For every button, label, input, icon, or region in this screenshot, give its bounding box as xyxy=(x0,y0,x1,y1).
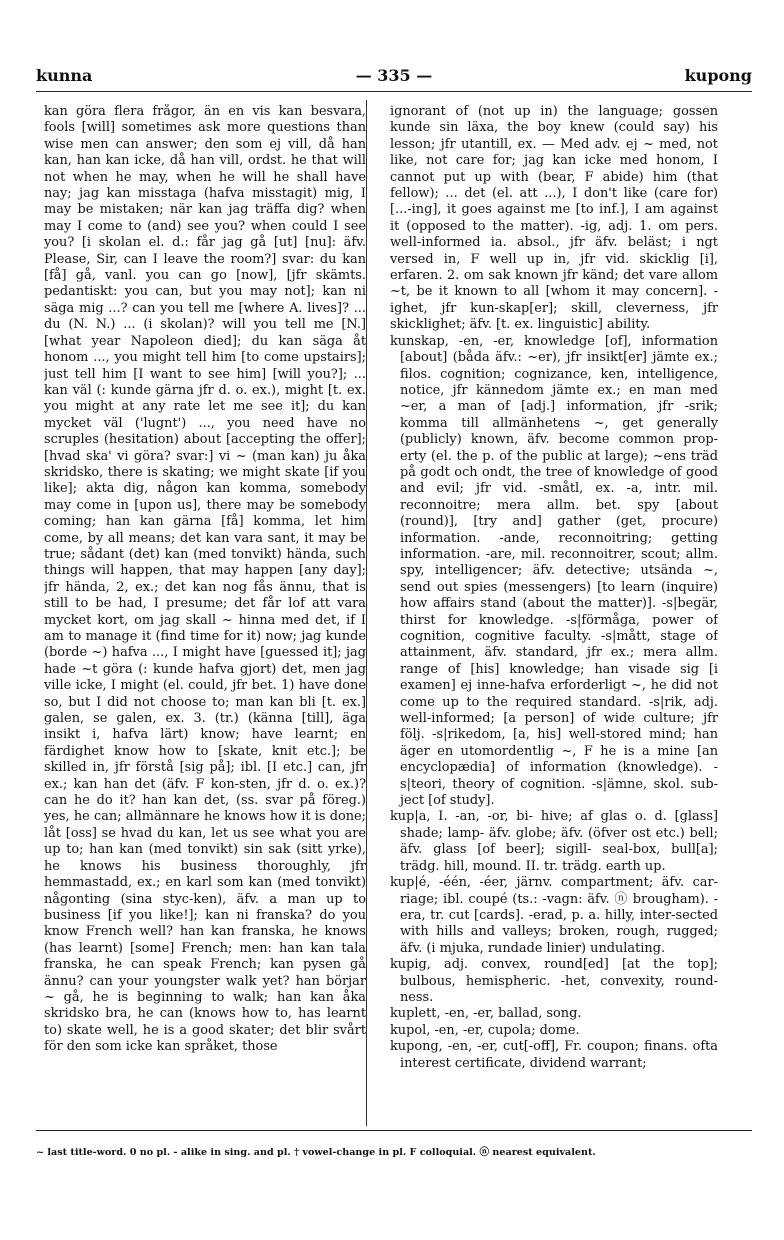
entry-kunnig-continuation: ignorant of (not up in) the language; gossen kunde sin läxa, the boy knew (could say) his lesson; jfr utantill, ex. — Med adv. ej ~ med, not like, not care for; jag kan icke med honom, I cannot put up with (bear, F abide) him (that fellow); ... det (el. att ...), I don't like (care for) [...-ing], it goes against me [to inf.], I am against it (opposed to the matter). -ig, adj. 1. om pers. well-informed ia. absol., jfr äfv. beläst; i ngt versed in, F well up in, jfr vid. skicklig [i], erfaren. 2. om sak known jfr känd; det vare allom ~t, be it known to all [whom it may concern]. -ighet, jfr kun-skap[er]; skill, cleverness, jfr skicklighet; äfv. [t. ex. linguistic] ability. xyxy=(390,104,718,333)
entry-kupig: kupig, adj. convex, round[ed] [at the top]; bulbous, hemispheric. -het, convexity, round-ness. xyxy=(390,957,718,1005)
footer-rule xyxy=(36,1130,752,1131)
page-number: — 335 — xyxy=(355,66,433,85)
entry-kuplett: kuplett, -en, -er, ballad, song. xyxy=(390,1006,582,1022)
entry-kupol: kupol, -en, -er, cupola; dome. xyxy=(390,1022,580,1038)
entry-kupa: kup|a, I. -an, -or, bi- hive; af glas o. d. [glass] shade; lamp- äfv. globe; äfv. (öfver ost etc.) bell; äfv. glass [of beer]; sigill- seal-box, bull[a]; trädg. hill, mound. II. tr. trädg. earth up. xyxy=(390,809,718,874)
right-column xyxy=(390,104,718,1124)
entry-kupong: kupong, -en, -er, cut[-off], Fr. coupon; finans. ofta interest certificate, dividend warrant; xyxy=(390,1039,718,1071)
column-divider xyxy=(366,100,367,1126)
header-left-guideword: kunna xyxy=(36,66,93,85)
entry-kupe: kup|é, -één, -éer, järnv. compartment; äfv. car-riage; ibl. coupé (ts.: -vagn: äfv. ⓝ brougham). -era, tr. cut [cards]. -erad, p. a. hilly, inter-sected with hills and valleys; broken, rough, rugged; äfv. (i mjuka, rundade linier) undulating. xyxy=(390,875,718,956)
entry-kunskap: kunskap, -en, -er, knowledge [of], information [about] (båda äfv.: ~er), jfr insikt[er] jämte ex.; filos. cognition; cognizance, ken, intelligence, notice, jfr kännedom jämte ex.; en man med ~er, a man of [adj.] information, jfr -srik; komma till allmänhetens ~, get generally (publicly) known, äfv. become common prop-erty (el. the p. of the public at large); ~ens träd på godt och ondt, the tree of knowledge of good and evil; jfr vid. -småtl, ex. -a, intr. mil. reconnoitre; mera allm. bet. spy [about (round)], [try and] gather (get, procure) information. -ande, reconnoitring; getting information. -are, mil. reconnoitrer, scout; allm. spy, intelligencer; äfv. detective; utsända ~, send out spies (messengers) [to learn (inquire) how affairs stand (about the matter)]. -s|begär, thirst for knowledge. -s|förmåga, power of cognition, cognitive faculty. -s|mått, stage of attainment, äfv. standard, jfr ex.; mera allm. range of [his] knowledge; han visade sig [i examen] ej inne-hafva erforderligt ~, he did not come up to the required standard. -s|rik, adj. well-informed; [a person] of wide culture; jfr följ. -s|rikedom, [a, his] well-stored mind; han äger en utomordentlig ~, F he is a mine [an encyclopædia] of information (knowledge). -s|teori, theory of cognition. -s|ämne, skol. sub-ject [of study]. xyxy=(390,333,718,809)
running-header xyxy=(36,66,752,90)
header-right-guideword: kupong xyxy=(684,66,752,85)
header-rule xyxy=(36,91,752,92)
abbreviation-key-footer: ~ last title-word. 0 no pl. - alike in sing. and pl. † vowel-change in pl. F colloquial. ⓝ nearest equivalent. xyxy=(36,1147,596,1158)
left-column xyxy=(44,104,366,1124)
left-column-text: kan göra flera frågor, än en vis kan besvara, fools [will] sometimes ask more questions than wise men can answer; den som ej vill, då han kan, han kan icke, då han vill, ordst. he that will not when he may, when he will he shall have nay; jag kan misstaga (hafva misstagit) mig, I may be mistaken; när kan jag träffa dig? when may I come to (and) see you? when could I see you? [i skolan el. d.: får jag gå [ut] [nu]: äfv. Please, Sir, can I leave the room?] svar: du kan [få] gå, vanl. you can go [now], [jfr skämts. pedantiskt: you can, but you may not]; kan ni säga mig ...? can you tell me [where A. lives]? ... du (N. N.) ... (i skolan)? will you tell me [N.] [what year Napoleon died]; du kan säga åt honom ..., you might tell him [to come upstairs]; just tell him [I want to see him] [will you?]; ... kan väl (: kunde gärna jfr d. o. ex.), might [t. ex. you might at any rate let me see it]; du kan mycket väl ('lugnt') ..., you need have no scruples (hesitation) about [accepting the offer]; [hvad ska' vi göra? svar:] vi ~ (man kan) ju åka skridsko, there is skating; we might skate [if you like]; akta dig, någon kan komma, somebody may come in [upon us], there may be somebody coming; han kan gärna [få] komma, let him come, by all means; det kan vara sant, it may be true; sådant (det) kan (med tonvikt) hända, such things will happen, that may happen [any day]; jfr hända, 2, ex.; det kan nog fås ännu, that is still to be had, I presume; det får lof att vara mycket kort, om jag skall ~ hinna med det, if I am to manage it (find time for it) now; jag kunde (borde ~) hafva ..., I might have [guessed it]; jag hade ~t göra (: kunde hafva gjort) det, men jag ville icke, I might (el. could, jfr bet. 1) have done so, but I did not choose to; man kan bli [t. ex.] galen, se galen, ex. 3. (tr.) (känna [till], äga insikt i, hafva lärt) know; have learnt; en färdighet know how to [skate, knit etc.]; be skilled in, jfr förstå [sig på]; ibl. [I etc.] can, jfr ex.; kan han det (äfv. F kon-sten, jfr d. o. ex.)? can he do it? han kan det, (ss. svar på föreg.) yes, he can; allmännare he knows how it is done; låt [oss] se hvad du kan, let us see what you are up to; han kan (med tonvikt) sin sak (sitt yrke), he knows his business thoroughly, jfr hemmastadd, ex.; en karl som kan (med tonvikt) någonting (sina styc-ken), äfv. a man up to business [if you like!]; kan ni franska? do you know French well? han kan franska, he knows (has learnt) [some] French; men: han kan tala franska, he can speak French; kan pysen gå ännu? can your youngster walk yet? han börjar ~ gå, he is beginning to walk; han kan åka skridsko bra, he can (knows how to, has learnt to) skate well, he is a good skater; det blir svårt för den som icke kan språket, those xyxy=(44,104,366,1055)
